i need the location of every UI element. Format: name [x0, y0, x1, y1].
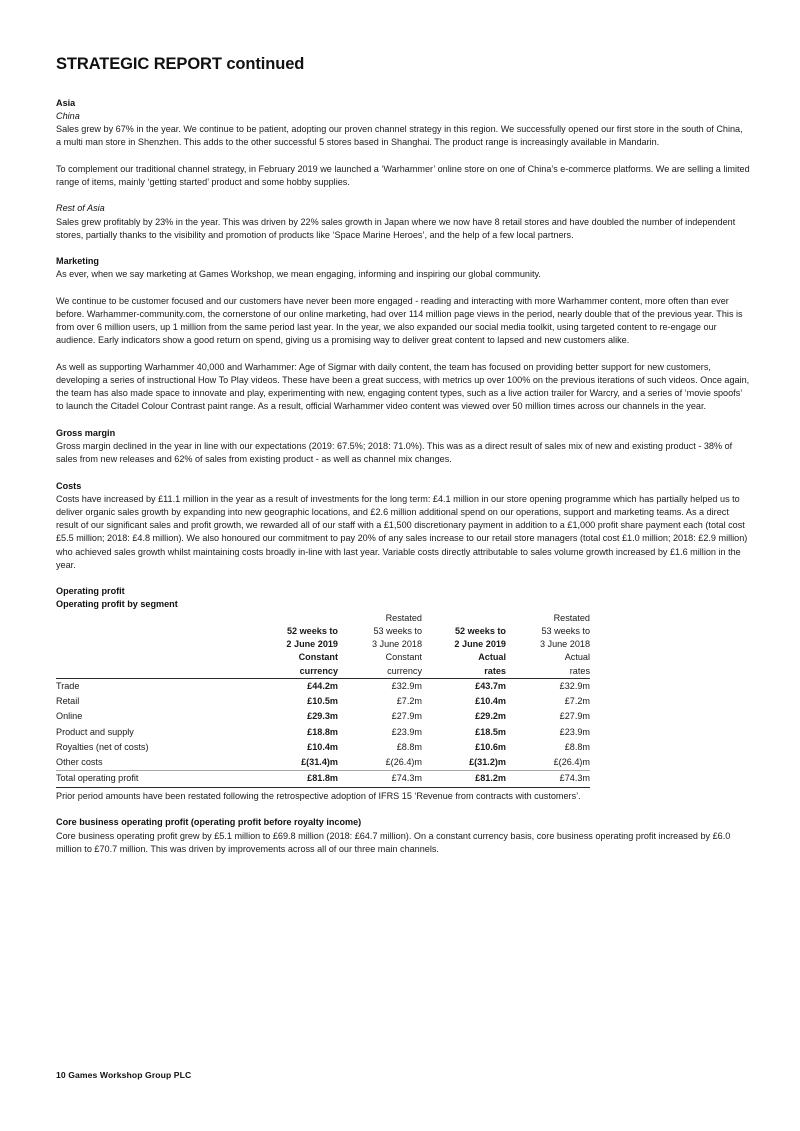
header-spacer [56, 665, 254, 679]
row-label: Trade [56, 679, 254, 695]
row-value-actual-2018: £7.2m [564, 696, 590, 707]
col-2-basis-line2: rates [484, 665, 506, 676]
paragraph-marketing-1: As ever, when we say marketing at Games Workshop, we mean engaging, informing and inspiring our global community. [56, 269, 541, 280]
row-label: Royalties (net of costs) [56, 741, 149, 752]
row-value-constant-2019: £10.4m [307, 741, 338, 752]
row-label: Other costs [56, 757, 103, 768]
row-value-constant-2018: £27.9m [391, 711, 422, 722]
col-2-weeks: 52 weeks to [454, 625, 506, 636]
paragraph-spacer [56, 466, 750, 479]
table-footnote: Prior period amounts have been restated following the retrospective adoption of IFRS 15 ‘Revenue from contracts with customers’. [56, 791, 581, 801]
section-heading-gross-margin: Gross margin [56, 427, 116, 438]
operating-profit-table-wrapper [56, 612, 590, 788]
table-total-row [56, 771, 590, 787]
paragraph-spacer [56, 803, 750, 816]
paragraph-costs-1: Costs have increased by £11.1 million in the year as a result of investments for the long term: £4.1 million in our store opening programme which has partially helped us to deliver organic sales growth by expanding into new geographic locations, and £2.6 million additional spend on our operations, support and marketing teams. As a direct result of our significant sales and profit growth, we rewarded all of our staff with a £1,500 discretionary payment in addition to a £1,000 profit share payment each (total cost £5.5 million; 2018: £4.8 million). We also honoured our commitment to pay 20% of any sales increase to our retail store managers (total cost £1.0 million; 2018: £2.9 million) who achieved sales growth whilst maintaining costs broadly in-line with last year. Variable costs directly attributable to sales volume growth increased by £1.6 million in the year. [56, 493, 748, 570]
paragraph-spacer [56, 348, 750, 361]
paragraph-core-business-1: Core business operating profit grew by £5.1 million to £69.8 million (2018: £64.7 million). On a constant currency basis, core business operating profit increased by £6.0 million to £70.7 million. This was driven by improvements across all of our three main channels. [56, 830, 731, 854]
paragraph-china-2: To complement our traditional channel strategy, in February 2019 we launched a ‘Warhammer’ online store on one of China’s e-commerce platforms. We are selling a limited range of items, mainly ‘getting started’ product and some hobby supplies. [56, 163, 750, 187]
row-value-constant-2019: £29.3m [307, 711, 338, 722]
paragraph-spacer [56, 414, 750, 427]
table-row [56, 679, 590, 695]
col-1-basis-line2: currency [387, 665, 422, 676]
row-value-constant-2019: £44.2m [254, 679, 338, 695]
table-head [56, 612, 590, 679]
table-header-row-weeks [56, 625, 590, 638]
row-value-actual-2019: £10.6m [475, 741, 506, 752]
page-footer: 10 Games Workshop Group PLC [56, 1070, 192, 1080]
total-value-actual-2019: £81.2m [422, 771, 506, 787]
table-body [56, 679, 590, 787]
paragraph-spacer [56, 242, 750, 255]
total-value-constant-2018: £74.3m [338, 771, 422, 787]
page-content [56, 55, 750, 856]
col-1-weeks: 53 weeks to [373, 625, 422, 636]
col-0-restated [254, 612, 338, 625]
subsection-heading-china: China [56, 111, 80, 121]
section-heading-core-business: Core business operating profit (operating profit before royalty income) [56, 817, 362, 828]
table-row [56, 740, 590, 755]
col-1-restated: Restated [385, 612, 422, 623]
paragraph-marketing-3: As well as supporting Warhammer 40,000 and Warhammer: Age of Sigmar with daily content, the team has focused on providing better support for new customers, developing a series of instructional How To Play videos. These have been a great success, with metrics up over 100% on the previous iterations of such videos. Once again, the team has also made space to innovate and play, experimenting with new, engaging content types, such as a live action trailer for Warcry, and a series of ‘movie spoofs’ to launch the Citadel Colour Contrast paint range. As a result, official Warhammer video content was viewed over 50 million times across our channels in the year. [56, 361, 750, 412]
col-3-restated: Restated [553, 612, 590, 623]
col-1-date: 3 June 2018 [371, 639, 422, 650]
paragraph-marketing-2: We continue to be customer focused and our customers have never been more engaged - reading and interacting with more Warhammer content, more often than ever before. Warhammer-community.com, the cornerstone of our online marketing, had over 114 million page views in the period, nearly double that of the previous year. This is from over 6 million users, up 1 million from the same period last year. In the year, we also expanded our social media toolkit, using targeted content to re-engage our audience. Early indicators show a good return on spend, giving us a promising way to deliver great content to lapsed and new customers alike. [56, 295, 743, 346]
col-0-date: 2 June 2019 [286, 639, 338, 650]
table-row [56, 709, 590, 724]
row-value-constant-2018: £8.8m [396, 741, 422, 752]
total-value-actual-2018: £74.3m [506, 771, 590, 787]
row-value-actual-2019: £43.7m [422, 679, 506, 695]
row-value-actual-2019: £10.4m [475, 696, 506, 707]
paragraph-spacer [56, 150, 750, 163]
row-label: Online [56, 711, 83, 722]
row-value-actual-2018: £8.8m [564, 741, 590, 752]
table-header-row-basis-1 [56, 651, 590, 664]
table-row [56, 725, 590, 740]
row-value-constant-2018: £(26.4)m [385, 757, 422, 768]
col-0-basis-line2: currency [299, 665, 338, 676]
paragraph-spacer [56, 189, 750, 202]
row-value-actual-2019: £(31.2)m [469, 757, 506, 768]
row-label: Retail [56, 696, 80, 707]
row-value-actual-2019: £29.2m [475, 711, 506, 722]
paragraph-rest-of-asia-1: Sales grew profitably by 23% in the year. This was driven by 22% sales growth in Japan where we now have 8 retail stores and have doubled the number of independent stores, partially thanks to the visibility and promotion of products like ‘Space Marine Heroes’, and the help of a few local partners. [56, 216, 736, 240]
header-spacer [56, 651, 254, 664]
table-header-row-basis-2 [56, 665, 590, 679]
row-value-actual-2018: £(26.4)m [553, 757, 590, 768]
col-2-date: 2 June 2019 [454, 639, 506, 650]
table-header-row-date [56, 638, 590, 651]
col-0-basis-line1: Constant [298, 652, 338, 663]
operating-profit-by-segment-table [56, 612, 590, 788]
total-value-constant-2019: £81.8m [254, 771, 338, 787]
paragraph-spacer [56, 282, 750, 295]
section-heading-marketing: Marketing [56, 256, 99, 267]
row-value-constant-2018: £23.9m [391, 726, 422, 737]
col-3-date: 3 June 2018 [539, 639, 590, 650]
col-1-basis-line1: Constant [385, 652, 422, 663]
row-value-constant-2019: £18.8m [307, 726, 338, 737]
table-header-row-restated [56, 612, 590, 625]
row-value-constant-2019: £(31.4)m [301, 757, 338, 768]
section-heading-costs: Costs [56, 480, 82, 491]
header-spacer [56, 612, 254, 625]
row-value-actual-2018: £32.9m [506, 679, 590, 695]
paragraph-gross-margin-1: Gross margin declined in the year in line with our expectations (2019: 67.5%; 2018: 71.0%). This was as a direct result of sales mix of new and existing product - 38% of sales from new releases and 62% of sales from existing product - as well as channel mix changes. [56, 440, 733, 465]
paragraph-spacer [56, 572, 750, 585]
subsection-heading-rest-of-asia: Rest of Asia [56, 203, 105, 214]
row-label: Product and supply [56, 726, 134, 737]
col-2-basis-line1: Actual [478, 652, 506, 663]
col-3-basis-line2: rates [569, 665, 590, 676]
table-row [56, 694, 590, 709]
header-spacer [56, 638, 254, 651]
row-value-actual-2018: £23.9m [559, 726, 590, 737]
subsection-heading-operating-profit-by-segment: Operating profit by segment [56, 599, 178, 610]
section-heading-operating-profit: Operating profit [56, 586, 125, 597]
paragraph-china-1: Sales grew by 67% in the year. We continue to be patient, adopting our proven channel strategy in this region. We successfully opened our first store in the south of China, a multi man store in Shenzhen. This adds to the other successful 5 stores based in Shanghai. The product range is increasingly available in Mandarin. [56, 124, 743, 148]
col-3-basis-line1: Actual [564, 652, 590, 663]
row-value-actual-2018: £27.9m [559, 711, 590, 722]
row-value-actual-2019: £18.5m [475, 726, 506, 737]
table-row [56, 755, 590, 771]
total-row-label: Total operating profit [56, 771, 254, 787]
col-3-weeks: 53 weeks to [541, 625, 590, 636]
row-value-constant-2019: £10.5m [307, 696, 338, 707]
col-2-restated [422, 612, 506, 625]
page-title: STRATEGIC REPORT continued [56, 55, 305, 73]
header-spacer [56, 625, 254, 638]
col-0-weeks: 52 weeks to [286, 625, 338, 636]
row-value-constant-2018: £32.9m [338, 679, 422, 695]
section-heading-asia: Asia [56, 97, 76, 108]
row-value-constant-2018: £7.2m [396, 696, 422, 707]
